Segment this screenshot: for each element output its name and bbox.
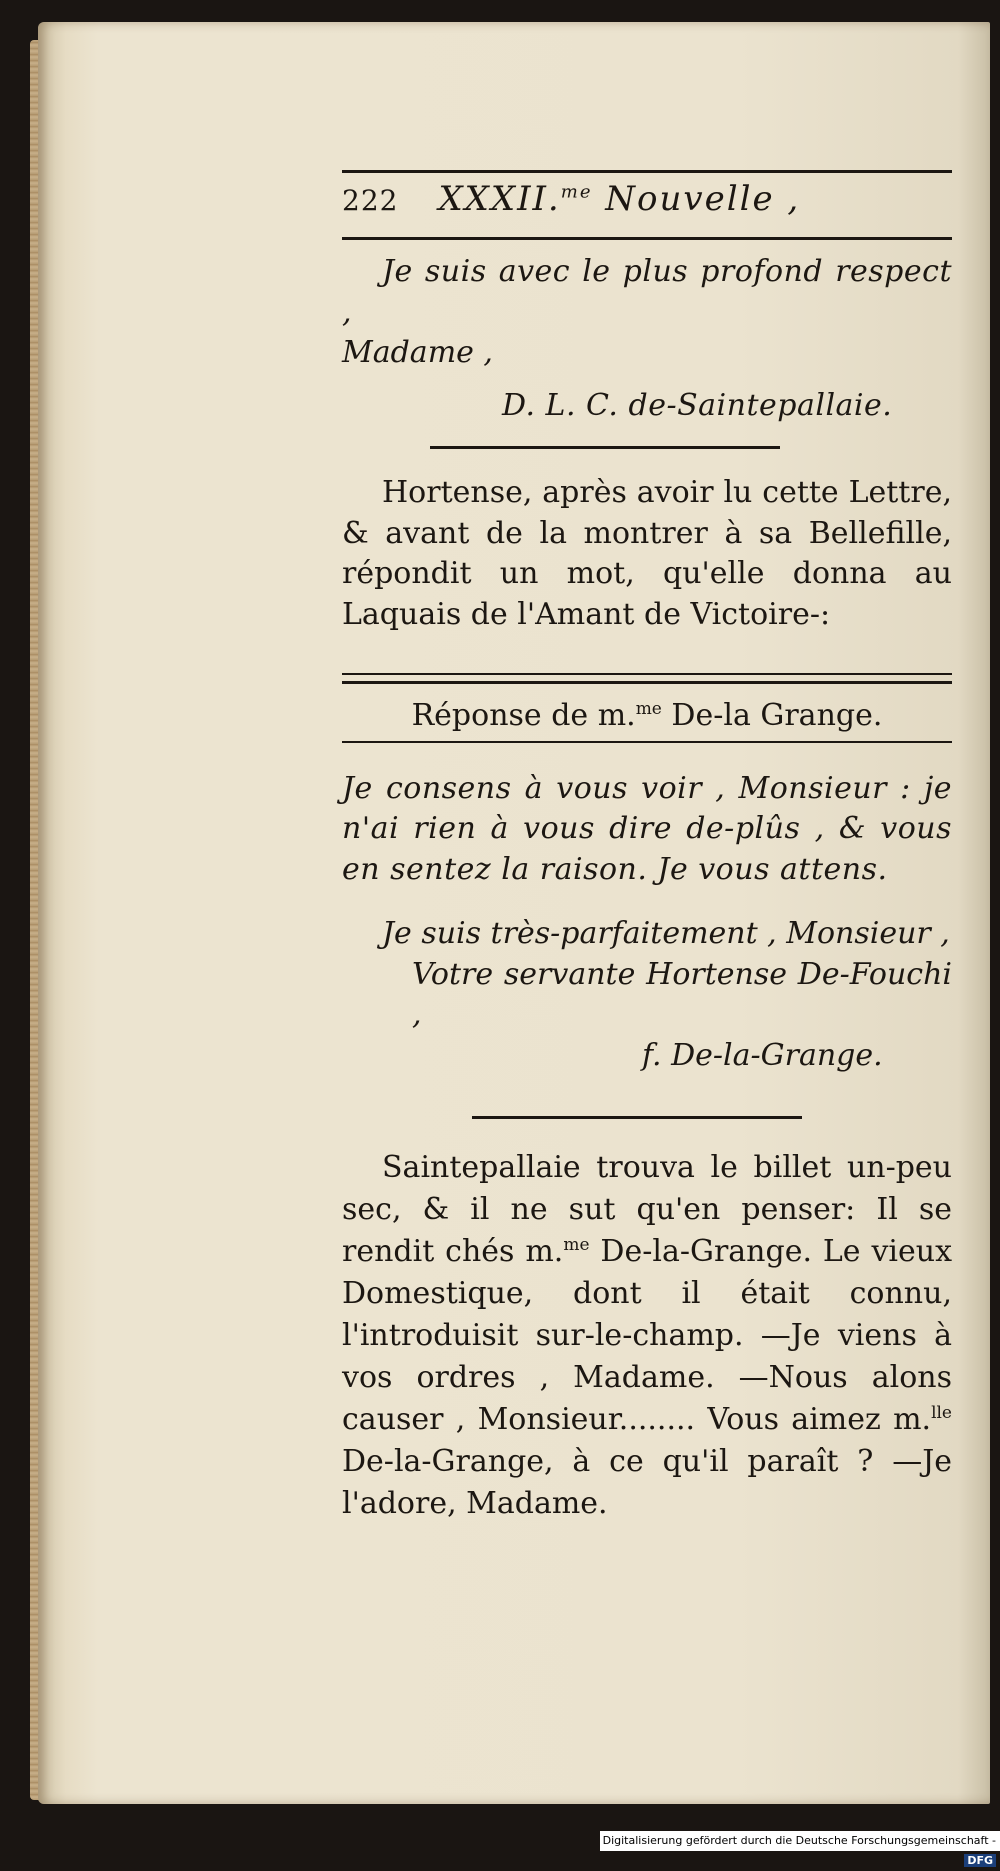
narrative-paragraph-2: Saintepallaie trouva le billet un-peu sec, & il ne sut qu'en penser: Il se rendit chés m.$^{me}$ De-la-Grange. Le vieux Domestique, dont il était connu, l'introduisit sur-le-champ. —Je viens à vos ordres , Madame. —Nous alons causer , Monsieur........ Vous aimez m.$^{lle}$ De-la-Grange, à ce qu'il paraît ? —Je l'adore, Madame.	[342, 1150, 952, 1521]
heading-top-rule-a	[342, 673, 952, 675]
header-bottom-rule	[342, 237, 952, 240]
narrative-paragraph-1: Hortense, après avoir lu cette Lettre, & avant de la montrer à sa Bellefille, répondit un mot, qu'elle donna au Laquais de l'Amant de Victoire-:	[342, 475, 952, 632]
page-number: 222	[342, 184, 399, 217]
letter2-closing-line2: Votre servante Hortense De-Fouchi ,	[412, 956, 952, 1032]
section-divider-2	[472, 1116, 802, 1119]
letter2-body: Je consens à vous voir , Monsieur : je n'ai rien à vous dire de-plûs , & vous en sentez la raison. Je vous attens.	[342, 770, 952, 887]
letter2-closing-line1: Je suis très-parfaitement , Monsieur ,	[382, 916, 950, 951]
digitization-credit: Digitalisierung gefördert durch die Deutsche Forschungsgemeinschaft -DFG	[600, 1831, 1000, 1851]
heading-bottom-rule	[342, 741, 952, 743]
letter1-closing-line1: Je suis avec le plus profond respect ,	[342, 254, 952, 330]
section-divider-1	[430, 446, 780, 449]
reply-heading: Réponse de m.$^{me}$ De-la Grange.	[411, 698, 883, 733]
letter1-signature: D. L. C. de-Saintepallaie.	[502, 387, 893, 423]
letter1-closing-line2: Madame ,	[342, 335, 493, 370]
running-title: XXXII.$^{me}$ Nouvelle ,	[438, 179, 801, 219]
running-header	[342, 173, 952, 237]
letter2-closing-line3: f. De-la-Grange.	[642, 1037, 883, 1073]
page-content	[342, 170, 952, 1525]
dfg-logo: DFG	[964, 1854, 996, 1867]
